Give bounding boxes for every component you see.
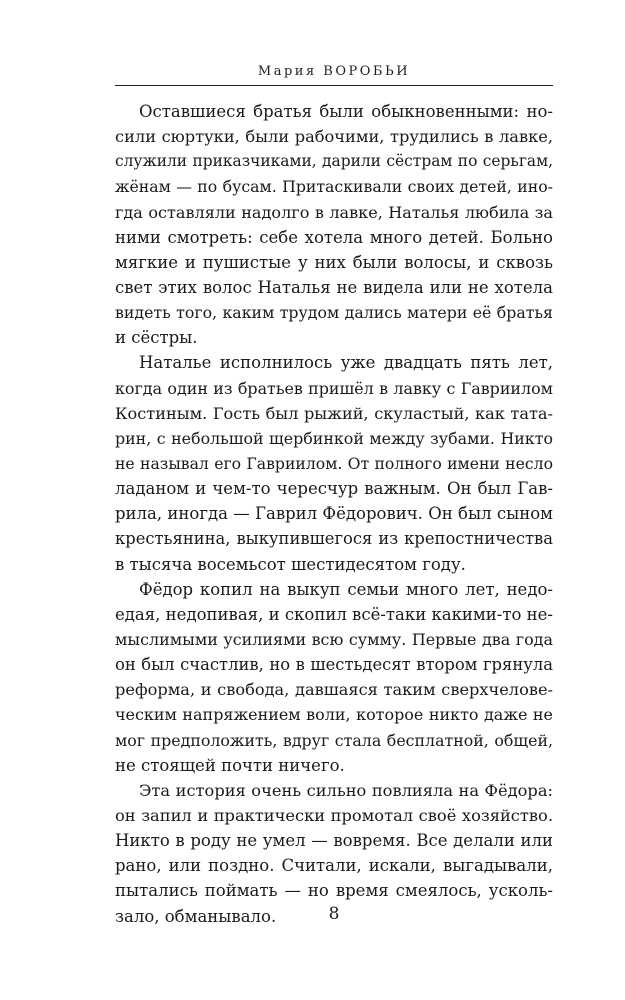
text-line: Эта история очень сильно повлияла на Фёдора:: [139, 780, 553, 800]
text-line: крестьянина, выкупившегося из крепостничества: [115, 529, 553, 549]
text-line: рано, или поздно. Считали, искали, выгадывали,: [115, 856, 553, 876]
text-line: свет этих волос Наталья не видела или не хотела: [115, 277, 553, 297]
text-line: едая, недопивая, и скопил всё-таки какими-то не-: [115, 604, 553, 624]
body-text: [115, 99, 553, 929]
text-line: в тысяча восемьсот шестидесятом году.: [115, 554, 466, 574]
paragraph: [115, 350, 553, 576]
text-line: Костиным. Гость был рыжий, скуластый, как тата-: [115, 403, 553, 423]
text-line: гда оставляли надолго в лавке, Наталья любила за: [115, 202, 553, 222]
paragraph: [115, 99, 553, 350]
text-line: сили сюртуки, были рабочими, трудились в лавке,: [115, 127, 553, 147]
text-line: служили приказчиками, дарили сёстрам по серьгам,: [115, 152, 553, 171]
paragraph: [115, 577, 553, 778]
text-line: мягкие и пушистые у них были волосы, и сквозь: [115, 252, 553, 272]
text-line: мог предположить, вдруг стала бесплатной, общей,: [115, 730, 553, 750]
text-line: ческим напряжением воли, которое никто даже не: [115, 705, 553, 725]
text-line: ладаном и чем-то чересчур важным. Он был Гав-: [115, 479, 553, 499]
text-line: когда один из братьев пришёл в лавку с Гавриилом: [115, 378, 553, 398]
running-head: Мария ВОРОБЬИ: [257, 64, 411, 79]
text-line: рила, иногда — Гаврил Фёдорович. Он был сыном: [115, 504, 553, 524]
text-line: мыслимыми усилиями всю сумму. Первые два года: [115, 629, 553, 649]
page-number: 8: [328, 904, 340, 924]
text-line: Оставшиеся братья были обыкновенными: но-: [139, 102, 553, 121]
text-line: он запил и практически промотал своё хозяйство.: [115, 805, 553, 825]
text-line: зало, обманывало.: [115, 906, 277, 926]
header-rule: [115, 85, 553, 86]
text-line: пытались поймать — но время смеялось, усколь-: [115, 881, 553, 901]
text-line: видеть того, каким трудом дались матери её братья: [115, 303, 553, 323]
text-line: не называл его Гавриилом. От полного имени несло: [115, 453, 553, 473]
text-line: Никто в роду не умел — вовремя. Все делали или: [115, 831, 553, 851]
text-line: Наталье исполнилось уже двадцать пять лет,: [139, 353, 553, 373]
text-line: рин, с небольшой щербинкой между зубами. Никто: [115, 428, 553, 448]
text-line: не стоящей почти ничего.: [115, 755, 345, 775]
text-line: ними смотреть: себе хотела много детей. Больно: [115, 227, 553, 247]
text-line: и сёстры.: [115, 328, 198, 348]
text-line: реформа, и свобода, давшаяся таким сверхчеловe-: [115, 680, 553, 700]
text-line: жёнам — по бусам. Притаскивали своих детей, ино-: [115, 177, 553, 197]
text-line: он был счастлив, но в шестьдесят втором грянула: [115, 655, 553, 675]
text-line: Фёдор копил на выкуп семьи много лет, недо-: [139, 579, 553, 599]
